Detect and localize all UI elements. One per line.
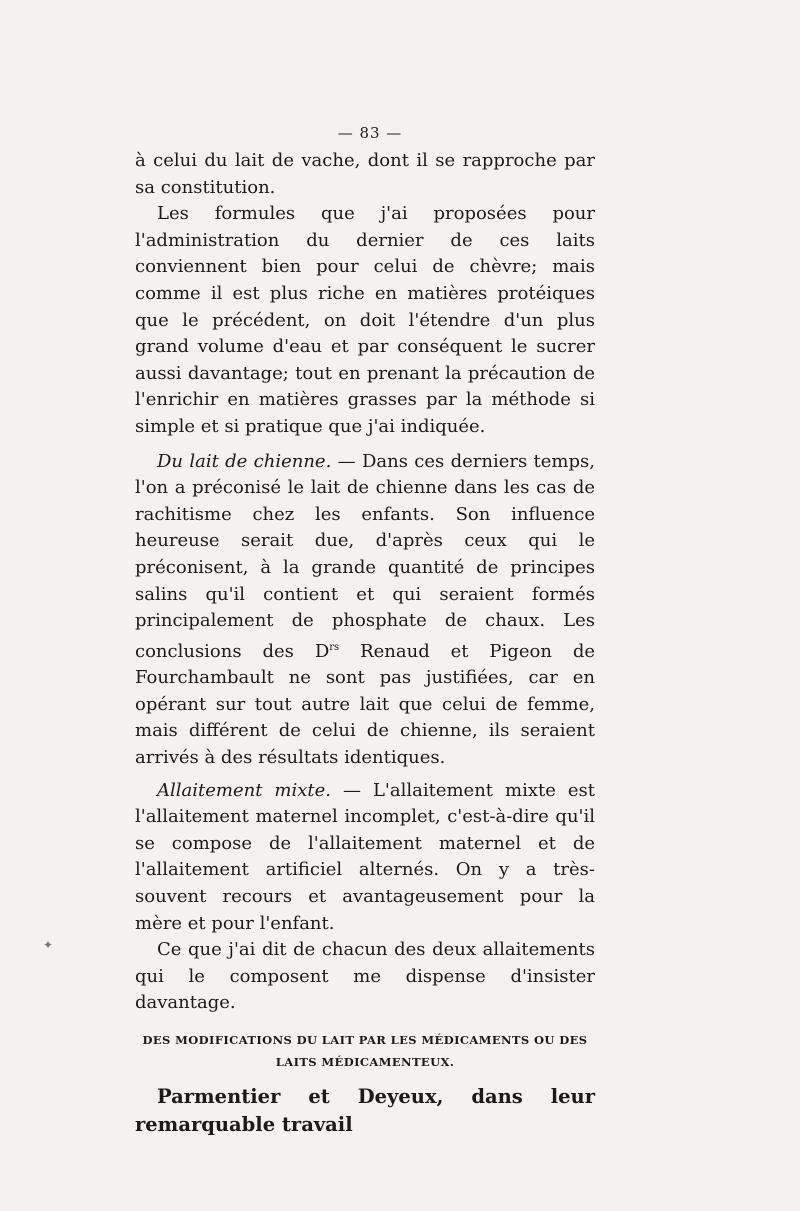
paragraph-formulas: Les formules que j'ai proposées pour l'administration du dernier de ces laits conviennent bien pour celui de chèvre; mais comme il est plus riche en matières protéiques que le précédent, on doit l'étendre d'un plus grand volume d'eau et par conséquent le sucrer aussi davantage; tout en prenant la précaution de l'enrichir en matières grasses par la méthode si simple et si pratique que j'ai indiquée.	[135, 203, 595, 437]
doctors-abbrev-sup: rs	[329, 641, 340, 653]
paragraph-parmentier: Parmentier et Deyeux, dans leur remarquable travail	[135, 1085, 595, 1136]
paragraph-lait-chienne	[135, 449, 595, 772]
paragraph-allaitement-mixte-text: — L'allaitement mixte est l'allaitement maternel incomplet, c'est-à-dire qu'il se compose de l'allaitement maternel et de l'allaitement artificiel alternés. On y a très-souvent recours et avantageusement pour la mère et pour l'enfant.	[135, 779, 595, 934]
page-number: — 83 —	[337, 124, 403, 142]
subsection-title-lait-chienne: Du lait de chienne.	[157, 450, 332, 472]
section-heading: DES MODIFICATIONS DU LAIT PAR LES MÉDICAMENTS OU DES LAITS MÉDICAMENTEUX.	[142, 1033, 588, 1069]
paragraph-continuation: à celui du lait de vache, dont il se rapproche par sa constitution.	[135, 150, 595, 198]
subsection-title-allaitement-mixte: Allaitement mixte.	[157, 779, 331, 801]
body-text	[135, 148, 595, 1139]
paragraph-allaitement-mixte	[135, 778, 595, 938]
paragraph-lait-chienne-text-a: — Dans ces derniers temps, l'on a préconisé le lait de chienne dans les cas de rachitisme chez les enfants. Son influence heureuse serait due, d'après ceux qui le préconisent, à la grande quantité de principes salins qu'il contient et qui seraient formés principalement de phosphate de chaux. Les conclusions des D	[135, 450, 595, 662]
paragraph-conclusion: Ce que j'ai dit de chacun des deux allaitements qui le composent me dispense d'insister davantage.	[135, 939, 595, 1014]
margin-mark-icon: ✦	[43, 938, 54, 952]
paragraph-lait-chienne-text-b: Renaud et Pigeon de Fourchambault ne sont pas justifiées, car en opérant sur tout autre lait que celui de femme, mais différent de celui de chienne, ils seraient arrivés à des résultats identiques.	[135, 640, 595, 769]
